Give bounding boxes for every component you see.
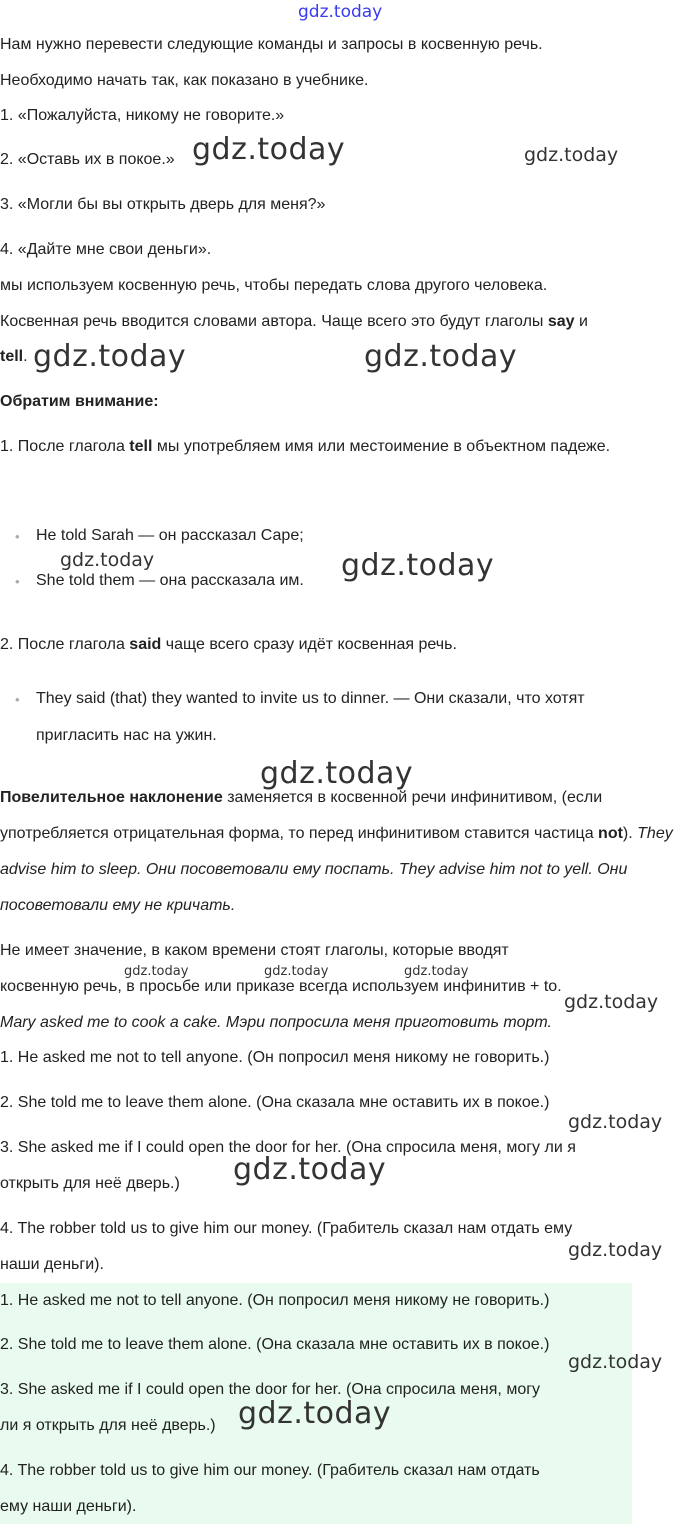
notice-heading: Обратим внимание:: [0, 393, 159, 410]
task-item-2: 2. «Оставь их в покое.»: [0, 151, 175, 168]
task-item-3: 3. «Могли бы вы открыть дверь для меня?»: [0, 196, 326, 213]
watermark: gdz.today: [524, 144, 619, 166]
answer-3-line-1: 3. She asked me if I could open the door for her. (Она спросила меня, могу ли я: [0, 1139, 576, 1156]
final-answer-4-line-1: 4. The robber told us to give him our money. (Грабитель сказал нам отдать: [0, 1462, 540, 1479]
watermark: gdz.today: [260, 756, 414, 791]
tense-example: Mary asked me to cook a cake. Мэри попросила меня приготовить торт.: [0, 1014, 552, 1031]
imperative-rule: Повелительное наклонение заменяется в косвенной речи инфинитивом, (если употребляется отрицательная форма, то перед инфинитивом ставится частица not). They advise him to sleep. Они посоветовали ему поспать. They advise him not to yell. Они посоветовали ему не кричать.: [0, 789, 673, 914]
theory-line-3: tell.: [0, 348, 28, 365]
watermark: gdz.today: [568, 1111, 663, 1133]
answer-1: 1. He asked me not to tell anyone. (Он попросил меня никому не говорить.): [0, 1049, 550, 1066]
watermark-top: gdz.today: [298, 2, 383, 22]
task-item-4: 4. «Дайте мне свои деньги».: [0, 241, 212, 258]
theory-line-2: Косвенная речь вводится словами автора. Чаще всего это будут глаголы say и: [0, 313, 588, 330]
final-answer-2: 2. She told me to leave them alone. (Она сказала мне оставить их в покое.): [0, 1336, 550, 1353]
watermark: gdz.today: [238, 1396, 392, 1431]
task-item-1: 1. «Пожалуйста, никому не говорите.»: [0, 107, 285, 124]
keyword-say: say: [547, 313, 575, 330]
final-answer-3-line-1: 3. She asked me if I could open the door for her. (Она спросила меня, могу: [0, 1381, 541, 1398]
watermark: gdz.today: [364, 339, 518, 374]
list-item-continued: пригласить нас на ужин.: [36, 727, 217, 744]
tense-line-2: косвенную речь, в просьбе или приказе всегда используем инфинитив + to.: [0, 978, 562, 995]
watermark: gdz.today: [33, 339, 187, 374]
watermark: gdz.today: [192, 132, 346, 167]
answer-2: 2. She told me to leave them alone. (Она сказала мне оставить их в покое.): [0, 1094, 550, 1111]
list-item: • They said (that) they wanted to invite us to dinner. — Они сказали, что хотят: [0, 688, 585, 725]
watermark: gdz.today: [404, 964, 469, 979]
watermark: gdz.today: [264, 964, 329, 979]
answer-3-line-2: открыть для неё дверь.): [0, 1175, 180, 1192]
watermark: gdz.today: [60, 549, 155, 571]
theory-line-1: мы используем косвенную речь, чтобы передать слова другого человека.: [0, 277, 548, 294]
watermark: gdz.today: [233, 1152, 387, 1187]
keyword-tell: tell: [0, 348, 24, 365]
rule-1: 1. После глагола tell мы употребляем имя или местоимение в объектном падеже.: [0, 438, 611, 455]
watermark: gdz.today: [124, 964, 189, 979]
list-item: • She told them — она рассказала им.: [0, 570, 304, 592]
intro-line-1: Нам нужно перевести следующие команды и запросы в косвенную речь.: [0, 36, 543, 53]
watermark: gdz.today: [568, 1351, 663, 1373]
watermark: gdz.today: [568, 1239, 663, 1261]
answer-4-line-2: наши деньги).: [0, 1256, 104, 1273]
list-item: • He told Sarah — он рассказал Саре;: [0, 525, 304, 570]
answer-4-line-1: 4. The robber told us to give him our money. (Грабитель сказал нам отдать ему: [0, 1220, 573, 1237]
watermark: gdz.today: [341, 548, 495, 583]
imperative-example: They advise him to sleep. Они посоветовали ему поспать. They advise him not to yell. Они посоветовали ему не кричать.: [0, 825, 673, 914]
final-answer-1: 1. He asked me not to tell anyone. (Он попросил меня никому не говорить.): [0, 1292, 550, 1309]
watermark: gdz.today: [564, 991, 659, 1013]
tense-line-1: Не имеет значение, в каком времени стоят глаголы, которые вводят: [0, 942, 509, 959]
intro-line-2: Необходимо начать так, как показано в учебнике.: [0, 72, 369, 89]
rule-2: 2. После глагола said чаще всего сразу идёт косвенная речь.: [0, 636, 457, 653]
final-answer-4-line-2: ему наши деньги).: [0, 1498, 137, 1515]
bullet-list-2: [0, 688, 585, 747]
final-answer-3-line-2: ли я открыть для неё дверь.): [0, 1417, 216, 1434]
